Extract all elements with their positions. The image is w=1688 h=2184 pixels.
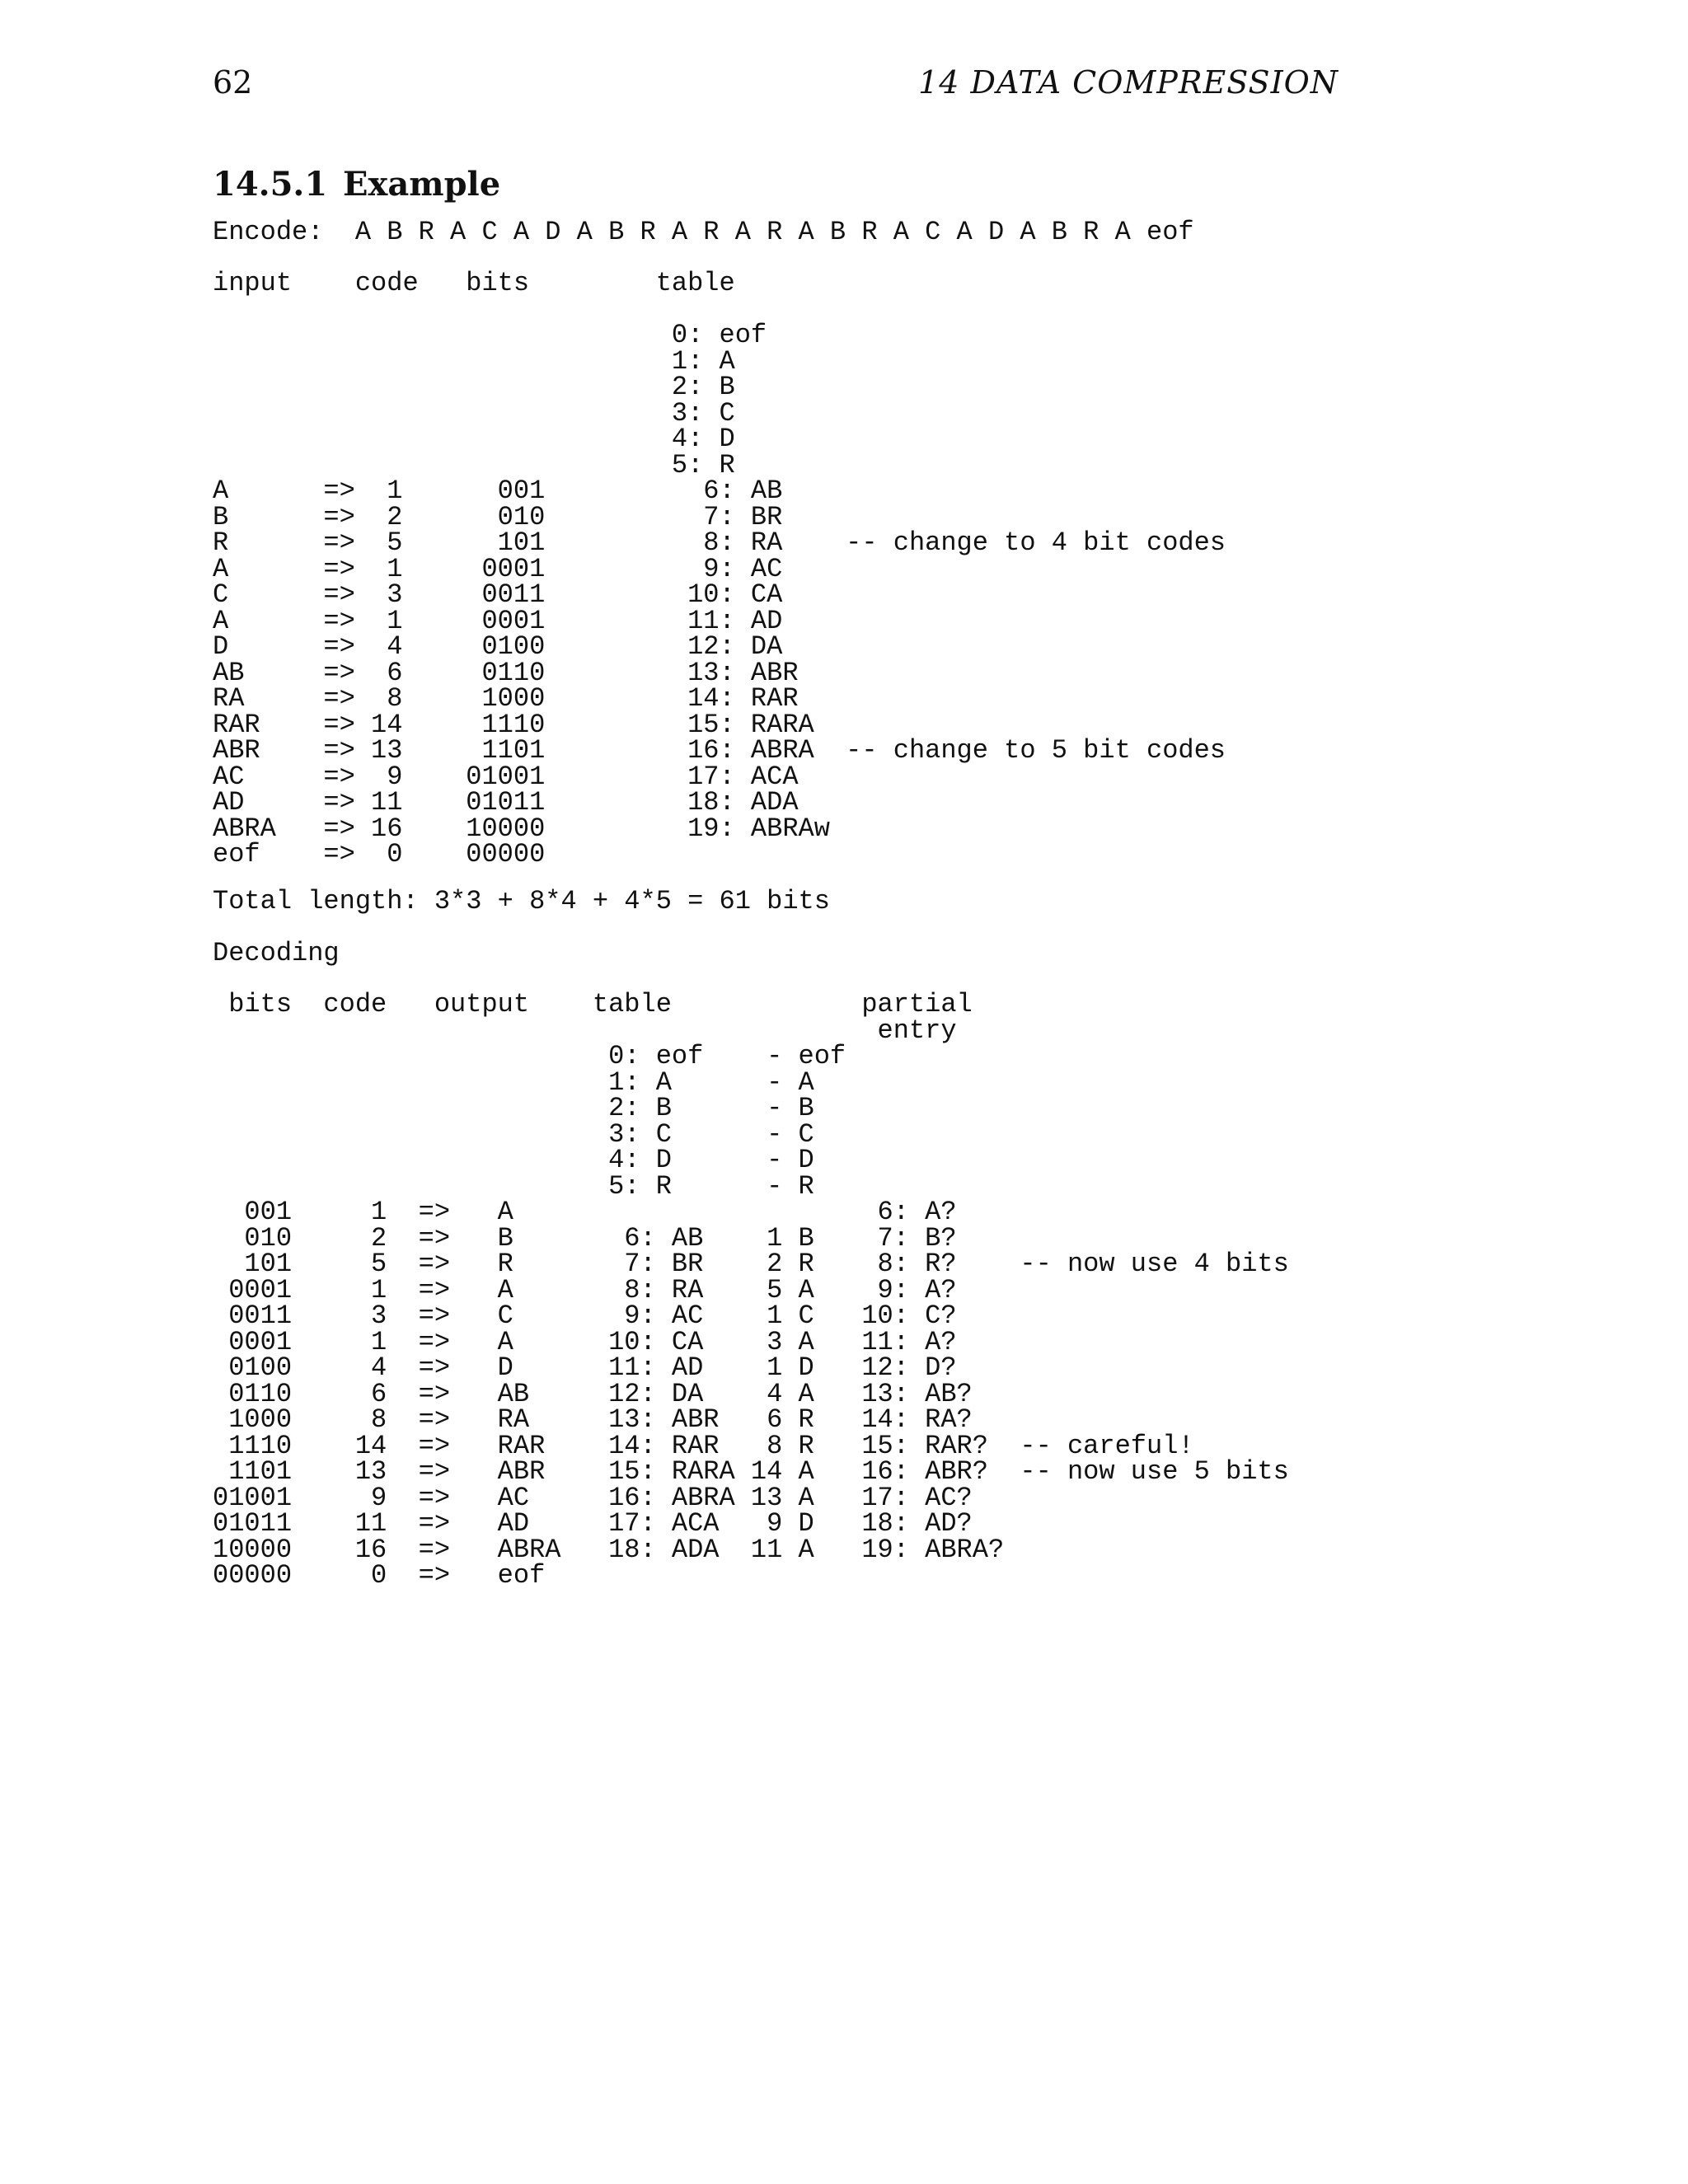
dec-prev-code: 1 [750,1301,783,1331]
dec-output: ABR [497,1456,561,1487]
enc-arrow: => [323,579,355,610]
enc-arrow: => [323,553,355,584]
dec-output: A [497,1274,561,1305]
enc-bits: 00000 [466,839,546,869]
enc-bits: 1101 [466,735,546,766]
dec-header-code: code [323,989,387,1019]
enc-code: 13 [371,735,403,766]
dec-arrow: => [418,1482,451,1513]
section-title: Example [343,165,501,204]
dec-note: -- careful! [1020,1430,1194,1461]
dec-arrow: => [418,1534,451,1565]
enc-initial-entry: 3: C [655,397,735,429]
enc-arrow: => [323,605,355,636]
enc-bits: 0001 [466,553,546,584]
dec-code: 1 [354,1326,387,1357]
enc-code: 1 [371,605,403,636]
dec-partial-entry: 13: AB? [861,1378,1005,1409]
enc-bits: 0110 [466,657,546,688]
enc-table-entry: 15: RARA [687,709,814,740]
dec-prev-code: 1 [750,1352,783,1383]
dec-output: A [497,1326,561,1357]
dec-prev-code: 3 [750,1326,783,1357]
dec-output: AC [497,1482,561,1513]
dec-output: RAR [497,1430,561,1461]
dec-initial-entry: 0: eof [592,1041,767,1071]
dec-partial-entry: 16: ABR? [861,1456,1005,1487]
dec-code: 13 [354,1456,387,1487]
dec-output: RA [497,1404,561,1435]
dec-table-entry: 6: AB [608,1222,735,1254]
dec-output: AB [497,1378,561,1409]
enc-input: AD [213,787,324,818]
dec-prev-code: 9 [750,1508,783,1539]
dec-initial-source: - R [767,1170,814,1202]
section-heading [213,165,500,204]
dec-partial-entry: 6: A? [861,1197,1005,1227]
dec-code: 1 [354,1197,387,1227]
enc-arrow: => [323,709,355,740]
enc-input: R [213,527,324,558]
dec-prev-char [799,1560,814,1591]
dec-initial-source: - A [767,1066,814,1098]
dec-bits: 1101 [213,1456,293,1487]
dec-partial-entry: 12: D? [861,1352,1005,1383]
dec-prev-char: R [798,1404,814,1435]
enc-input: AB [213,657,324,688]
enc-initial-entry: 0: eof [655,320,767,350]
dec-initial-source: - B [767,1093,814,1123]
dec-bits: 00000 [213,1560,293,1591]
dec-arrow: => [418,1404,451,1435]
dec-arrow: => [418,1249,451,1279]
decoding-heading: Decoding [213,938,340,968]
enc-bits: 0100 [466,631,546,662]
dec-header-table: table [592,989,672,1019]
enc-table-entry: 11: AD [687,605,814,636]
enc-table-entry: 6: AB [687,476,814,506]
dec-table-entry: 10: CA [608,1326,735,1357]
enc-arrow: => [323,839,355,869]
dec-bits: 010 [213,1222,293,1254]
dec-prev-char: A [798,1534,814,1565]
dec-arrow: => [418,1456,451,1487]
enc-code: 2 [371,501,403,532]
dec-header-partial: partial [861,989,973,1019]
dec-prev-code: 2 [750,1249,783,1279]
enc-code: 8 [371,683,403,714]
enc-bits: 01001 [466,761,546,792]
dec-bits: 001 [213,1197,293,1227]
dec-partial-entry: 10: C? [861,1301,1005,1331]
dec-note: -- now use 5 bits [1020,1456,1289,1487]
enc-table-entry [687,839,814,869]
dec-partial-entry: 9: A? [861,1274,1005,1305]
dec-arrow: => [418,1197,451,1227]
dec-initial-entry: 5: R [592,1170,767,1202]
enc-header-code: code [354,268,419,298]
enc-code: 14 [371,709,403,740]
enc-input: RAR [213,709,324,740]
enc-arrow: => [323,761,355,792]
dec-prev-code [751,1560,782,1591]
dec-code: 14 [354,1430,387,1461]
dec-bits: 01001 [213,1482,293,1513]
enc-code: 4 [371,631,403,662]
enc-code: 5 [371,527,403,558]
dec-initial-entry: 3: C [592,1118,767,1150]
decoding-table [213,991,1289,1589]
enc-code: 3 [371,579,403,610]
dec-arrow: => [418,1352,451,1383]
enc-code: 9 [371,761,403,792]
dec-prev-char: A [798,1378,814,1409]
encode-label: Encode: [213,217,324,247]
dec-prev-code: 8 [750,1430,783,1461]
dec-prev-char: A [798,1274,814,1305]
dec-code: 16 [354,1534,387,1565]
enc-input: eof [213,839,324,869]
dec-prev-code: 6 [750,1404,783,1435]
dec-prev-code: 4 [750,1378,783,1409]
dec-output: A [497,1197,561,1227]
dec-output: D [497,1352,561,1383]
dec-code: 4 [354,1352,387,1383]
enc-arrow: => [323,476,355,506]
dec-table-entry [608,1560,735,1591]
dec-prev-code: 5 [750,1274,783,1305]
dec-table-entry: 17: ACA [608,1508,735,1539]
dec-bits: 01011 [213,1508,293,1539]
enc-bits: 10000 [466,813,546,844]
enc-arrow: => [323,683,355,714]
dec-prev-code: 11 [750,1534,783,1565]
enc-bits: 1110 [466,709,546,740]
enc-arrow: => [323,501,355,532]
enc-input: RA [213,683,324,714]
section-number: 14.5.1 [213,165,328,204]
enc-table-entry: 17: ACA [687,761,814,792]
dec-output: ABRA [497,1534,561,1565]
dec-output: C [497,1301,561,1331]
dec-prev-char: B [798,1222,814,1254]
enc-code: 6 [371,657,403,688]
enc-arrow: => [323,735,355,766]
dec-prev-char: R [798,1249,814,1279]
enc-input: C [213,579,324,610]
enc-arrow: => [323,813,355,844]
enc-bits: 01011 [466,787,546,818]
enc-table-entry: 8: RA [687,527,814,558]
running-head: 14 DATA COMPRESSION [918,64,1339,101]
enc-arrow: => [323,657,355,688]
enc-input: B [213,501,324,532]
dec-initial-entry: 4: D [592,1145,767,1175]
enc-code: 11 [371,787,403,818]
enc-input: D [213,631,324,662]
dec-output: eof [497,1560,561,1591]
enc-arrow: => [323,787,355,818]
enc-input: ABR [213,735,324,766]
dec-prev-char: A [798,1326,814,1357]
dec-partial-entry: 15: RAR? [861,1430,1005,1461]
dec-prev-char: A [798,1456,814,1487]
enc-table-entry: 18: ADA [687,787,814,818]
dec-bits: 1000 [213,1404,293,1435]
enc-table-entry: 16: ABRA [687,735,814,766]
dec-code: 6 [354,1378,387,1409]
encode-line [213,219,1194,246]
enc-input: AC [213,761,324,792]
dec-arrow: => [418,1508,451,1539]
enc-input: ABRA [213,813,324,844]
dec-initial-entry: 2: B [592,1093,767,1123]
dec-table-entry: 18: ADA [608,1534,735,1565]
enc-table-entry: 12: DA [687,631,814,662]
enc-code: 1 [371,476,403,506]
dec-arrow: => [418,1560,451,1591]
dec-prev-char: D [798,1352,814,1383]
dec-output: AD [497,1508,561,1539]
dec-initial-source: - D [767,1145,814,1175]
dec-header-entry: entry [877,1015,957,1046]
enc-table-entry: 7: BR [687,501,814,532]
dec-note: -- now use 4 bits [1020,1249,1289,1279]
dec-table-entry: 8: RA [608,1274,735,1305]
dec-output: R [497,1249,561,1279]
enc-bits: 101 [466,527,546,558]
dec-prev-char: C [798,1301,814,1331]
enc-arrow: => [323,527,355,558]
dec-initial-source: - C [767,1118,814,1150]
enc-initial-entry: 2: B [655,372,735,402]
dec-partial-entry [861,1560,1004,1591]
dec-table-entry: 12: DA [608,1378,735,1409]
dec-table-entry: 9: AC [608,1301,735,1331]
enc-table-entry: 13: ABR [687,657,814,688]
dec-partial-entry: 19: ABRA? [861,1534,1005,1565]
enc-header-table: table [655,268,735,298]
enc-table-entry: 10: CA [687,579,814,610]
dec-table-entry: 11: AD [608,1352,735,1383]
dec-bits: 0011 [213,1301,293,1331]
enc-table-entry: 9: AC [687,553,814,584]
dec-header-output: output [434,989,530,1019]
dec-bits: 0100 [213,1352,293,1383]
dec-code: 8 [354,1404,387,1435]
enc-note: -- change to 5 bit codes [846,735,1226,766]
dec-prev-code: 14 [750,1456,783,1487]
dec-table-entry: 14: RAR [608,1430,735,1461]
dec-initial-entry: 1: A [592,1066,767,1098]
enc-code: 0 [371,839,403,869]
enc-arrow: => [323,631,355,662]
enc-table-entry: 19: ABRAw [687,813,830,844]
dec-bits: 10000 [213,1534,293,1565]
dec-code: 0 [354,1560,387,1591]
enc-initial-entry: 5: R [655,449,735,480]
dec-partial-entry: 17: AC? [861,1482,1005,1513]
dec-header-bits: bits [228,989,293,1019]
enc-code: 1 [371,553,403,584]
dec-code: 2 [354,1222,387,1254]
enc-table-entry: 14: RAR [687,683,814,714]
enc-bits: 0011 [466,579,546,610]
enc-bits: 001 [466,476,546,506]
enc-input: A [213,553,324,584]
dec-table-entry: 7: BR [608,1249,735,1279]
dec-prev-code: 13 [750,1482,783,1513]
dec-code: 1 [354,1274,387,1305]
enc-code: 16 [371,813,403,844]
enc-bits: 0001 [466,605,546,636]
dec-arrow: => [418,1274,451,1305]
enc-bits: 010 [466,501,546,532]
enc-input: A [213,605,324,636]
dec-partial-entry: 11: A? [861,1326,1005,1357]
total-length: Total length: 3*3 + 8*4 + 4*5 = 61 bits [213,886,830,916]
dec-arrow: => [418,1301,451,1331]
dec-bits: 101 [213,1249,293,1279]
dec-arrow: => [418,1222,451,1254]
dec-arrow: => [418,1378,451,1409]
dec-table-entry: 13: ABR [608,1404,735,1435]
page-number: 62 [213,64,253,101]
dec-partial-entry: 18: AD? [861,1508,1005,1539]
enc-header-input: input [213,268,293,298]
dec-partial-entry: 7: B? [861,1222,1005,1254]
dec-partial-entry: 14: RA? [861,1404,1005,1435]
dec-initial-source: - eof [767,1041,846,1071]
dec-prev-code: 1 [750,1222,783,1254]
dec-table-entry: 16: ABRA [608,1482,735,1513]
dec-code: 3 [354,1301,387,1331]
dec-bits: 0110 [213,1378,293,1409]
dec-bits: 0001 [213,1326,293,1357]
dec-prev-char: R [798,1430,814,1461]
dec-bits: 0001 [213,1274,293,1305]
dec-prev-char: A [798,1482,814,1513]
enc-initial-entry: 1: A [655,345,735,377]
dec-output: B [497,1222,561,1254]
dec-code: 5 [354,1249,387,1279]
dec-table-entry: 15: RARA [608,1456,735,1487]
dec-bits: 1110 [213,1430,293,1461]
enc-bits: 1000 [466,683,546,714]
dec-partial-entry: 8: R? [861,1249,1005,1279]
dec-arrow: => [418,1326,451,1357]
dec-arrow: => [418,1430,451,1461]
dec-code: 11 [354,1508,387,1539]
enc-input: A [213,476,324,506]
encode-sequence: A B R A C A D A B R A R A R A B R A C A D A B R A eof [354,217,1194,247]
enc-initial-entry: 4: D [655,424,735,454]
dec-code: 9 [354,1482,387,1513]
enc-header-bits: bits [466,268,530,298]
dec-prev-char: D [798,1508,814,1539]
enc-note: -- change to 4 bit codes [846,527,1226,558]
encoding-table [213,270,1226,868]
